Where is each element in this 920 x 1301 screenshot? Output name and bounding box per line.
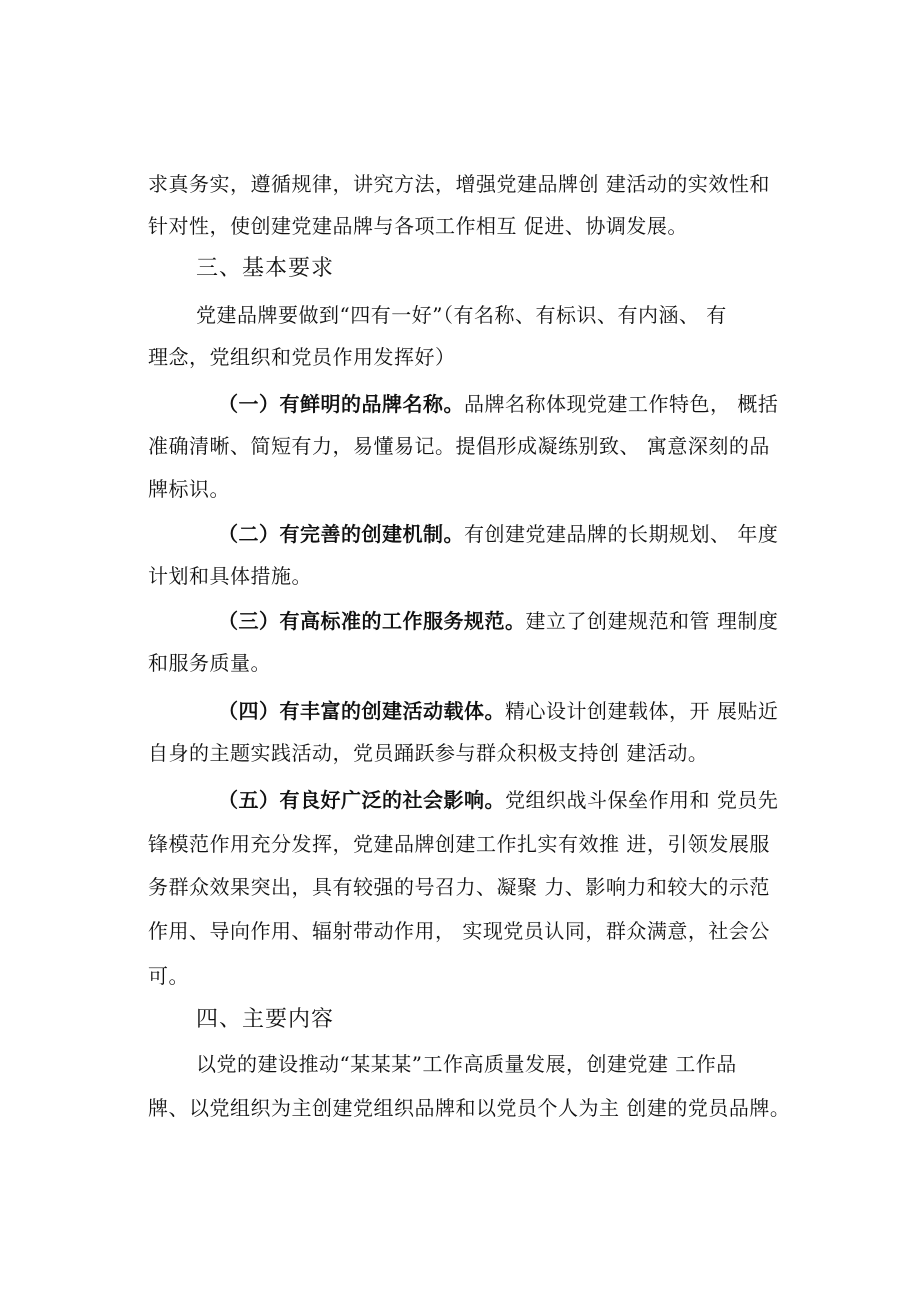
paragraph-line: 务群众效果突出，具有较强的号召力、凝聚 力、影响力和较大的示范: [148, 875, 770, 899]
subsection-title-1: （一）有鲜明的品牌名称。: [218, 392, 464, 416]
subsection-text: 有创建党建品牌的长期规划、 年度: [464, 522, 779, 546]
subsection-title-4: （四）有丰富的创建活动载体。: [218, 699, 505, 723]
paragraph-line: 理念，党组织和党员作用发挥好）: [148, 345, 456, 369]
paragraph-line: 以党的建设推动“某某某”工作高质量发展，创建党建 工作品: [196, 1052, 737, 1076]
subsection-title-5: （五）有良好广泛的社会影响。: [218, 788, 505, 812]
subsection-line-2: [218, 520, 878, 548]
subsection-line-4: [218, 697, 878, 725]
paragraph-line: 计划和具体措施。: [148, 564, 312, 588]
paragraph-line: 作用、导向作用、辐射带动作用， 实现党员认同，群众满意，社会公: [148, 919, 770, 943]
paragraph-line: 锋模范作用充分发挥，党建品牌创建工作扎实有效推 进，引领发展服: [148, 832, 770, 856]
paragraph-line: 求真务实，遵循规律，讲究方法，增强党建品牌创 建活动的实效性和: [148, 172, 770, 196]
subsection-line-3: [218, 607, 878, 635]
subsection-text: 品牌名称体现党建工作特色， 概括: [464, 392, 779, 416]
subsection-line-5: [218, 786, 878, 814]
section-heading-3: 三、基本要求: [196, 256, 335, 281]
paragraph-line: 可。: [148, 964, 189, 988]
subsection-line-1: [218, 390, 878, 418]
paragraph-line: 党建品牌要做到“四有一好”（有名称、有标识、有内涵、 有: [196, 303, 727, 327]
paragraph-line: 牌、以党组织为主创建党组织品牌和以党员个人为主 创建的党员品牌。: [148, 1096, 791, 1120]
paragraph-line: 自身的主题实践活动，党员踊跃参与群众积极支持创 建活动。: [148, 741, 709, 765]
paragraph-line: 准确清晰、简短有力，易懂易记。提倡形成凝练别致、 寓意深刻的品: [148, 434, 770, 458]
subsection-text: 建立了创建规范和管 理制度: [525, 609, 779, 633]
subsection-title-2: （二）有完善的创建机制。: [218, 522, 464, 546]
paragraph-line: 针对性，使创建党建品牌与各项工作相互 促进、协调发展。: [148, 214, 688, 238]
section-heading-4: 四、主要内容: [196, 1007, 335, 1032]
subsection-title-3: （三）有高标准的工作服务规范。: [218, 609, 526, 633]
paragraph-line: 和服务质量。: [148, 651, 271, 675]
paragraph-line: 牌标识。: [148, 477, 230, 501]
subsection-text: 党组织战斗保垒作用和 党员先: [505, 788, 779, 812]
subsection-text: 精心设计创建载体，开 展贴近: [505, 699, 779, 723]
